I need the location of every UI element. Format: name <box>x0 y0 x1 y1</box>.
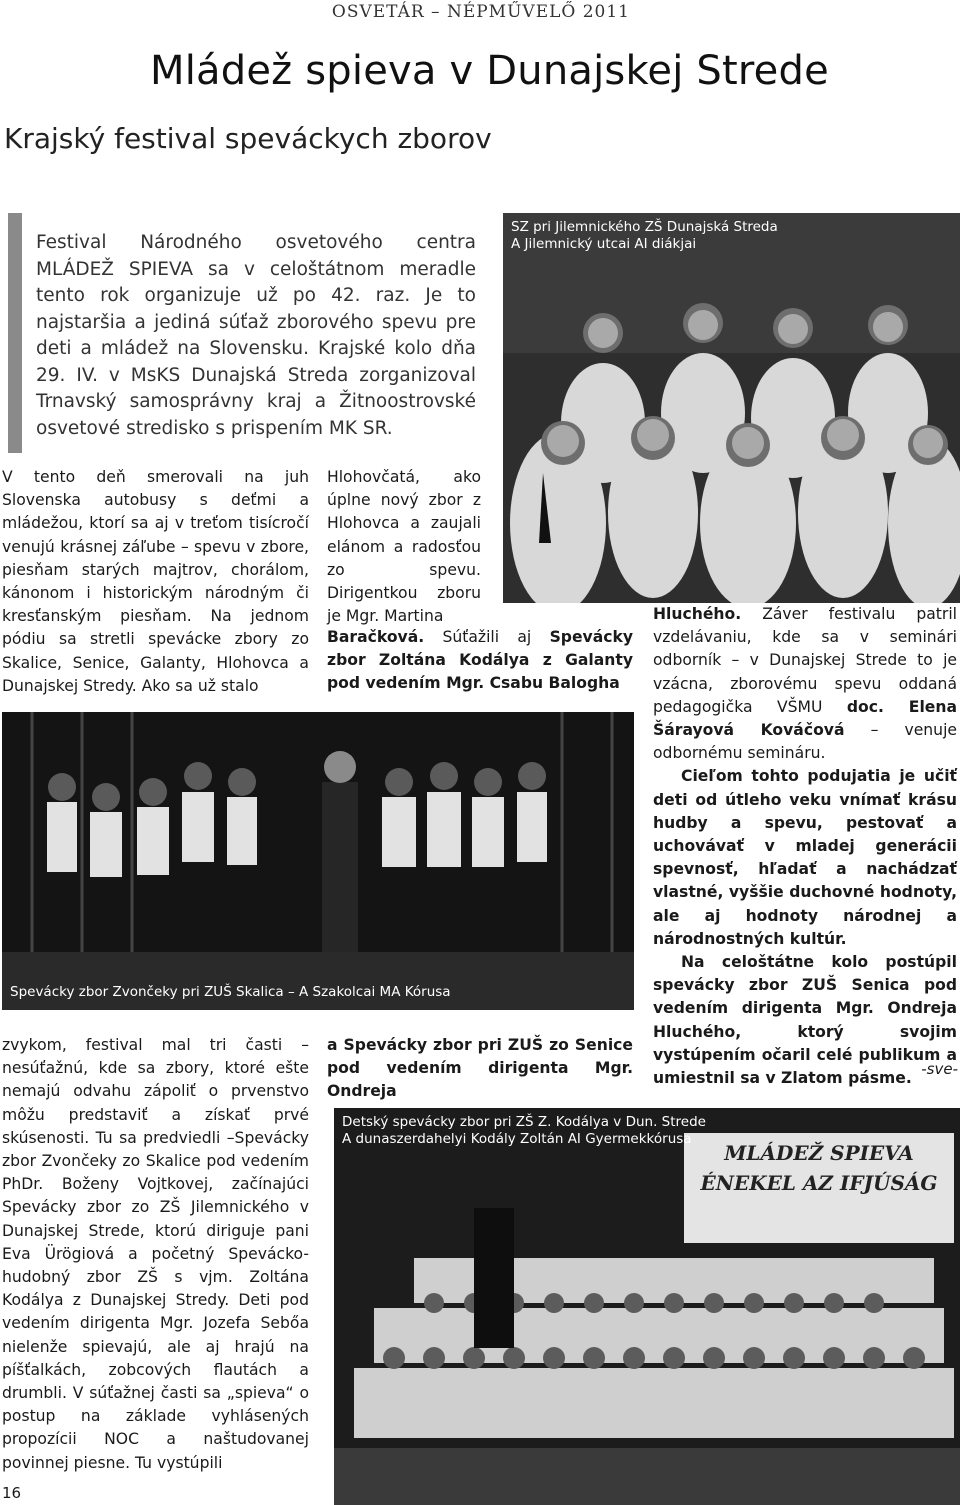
photo2-caption: Spevácky zbor Zvončeky pri ZUŠ Skalica – A Szakolcai MA Kórusa <box>10 984 451 1000</box>
photo-zvoncky-illustration <box>2 712 634 1010</box>
col3-bold-name: Hluchého. <box>653 605 742 623</box>
photo1-caption-line1: SZ pri Jilemnického ZŠ Dunajská Streda <box>511 219 778 235</box>
banner-line-1: MLÁDEŽ SPIEVA <box>724 1141 914 1165</box>
article-title: Mládež spieva v Dunajskej Strede <box>150 48 829 94</box>
column-3-text <box>653 603 957 1090</box>
col1-paragraph-1: V tento deň smerovali na juh Slovenska autobusy s deťmi a mládežou, ktorí sa aj v treťom tisícročí venujú krásnej záľube – spevu v zbore, piesňam starých majtrov, chorálom, kánonom i historickým národným či kresťanským piesňam. <box>2 468 309 626</box>
photo-kodaly-choir <box>334 1108 960 1505</box>
col2b-bold-name: Baračková. <box>327 628 425 646</box>
running-head: OSVETÁR – NÉPMŰVELŐ 2011 <box>331 2 630 22</box>
photo-jilemnickeho-choir <box>503 213 960 603</box>
col3-text-end: – venuje odbornému semináru. <box>653 721 957 763</box>
photo1-caption-line2: A Jilemnický utcai AI diákjai <box>511 236 697 252</box>
col3-paragraph-2: Cieľom tohto podujatia je učiť deti od útleho veku vnímať krásu hudby a spevu, pestovať a uchovávať v mladej generácii spevnosť, hľadať a nachádzať vlastné, vyššie duchovné hodnoty, ale aj hodnoty národnej a národnostných kultúr. <box>653 767 957 948</box>
column-1-text <box>2 466 309 698</box>
lead-paragraph: Festival Národného osvetového centra MLÁDEŽ SPIEVA sa v celoštátnom meradle tento rok organizuje už po 42. raz. Je to najstaršia a jediná súťaž zborového spevu pre deti a mládež na Slovensku. Krajské kolo dňa 29. IV. v MsKS Dunajská Streda zorganizoval Trnavský samosprávny kraj a Žitnoostrovské osvetové stredisko s prispením MK SR. <box>36 232 476 439</box>
col2b-bold-choir: Spevácky zbor Zoltána Kodálya z Galanty pod vedením Mgr. Csabu Balogha <box>327 628 633 693</box>
column-1b-text: zvykom, festival mal tri časti – nesúťažnú, kde sa zbory, ktoré ešte nemajú odvahu zápoliť o prvenstvo môžu predstaviť a získať prvé skúsenosti. Tu sa predviedli –Spevácky zbor Zvončeky zo Skalice pod vedením PhDr. Boženy Vojtkovej, začínajúci Spevácky zbor zo ZŠ Jilemnického v Dunajskej Strede, ktorú diriguje pani Eva Ürögiová a početný Spevácko-hudobný zbor ZŠ s vjm. Zoltána Kodálya z Dunajskej Stredy. Deti pod vedením dirigenta Mgr. Jozefa Sebőa nielenže spievajú, ale aj hrajú na píšťalkách, zobcových flautách a drumbli. V súťažnej časti sa „spieva“ o postup na základe vyhlásených propozícii NOC a naštudovanej povinnej piesne. Tu vystúpili <box>2 1036 309 1472</box>
lead-accent-bar <box>8 213 22 453</box>
column-2b-text <box>327 626 633 696</box>
col2b-text: Súťažili aj <box>424 628 550 646</box>
column-2c-text: a Spevácky zbor pri ZUŠ zo Senice pod vedením dirigenta Mgr. Ondreja <box>327 1036 633 1101</box>
article-subtitle: Krajský festival speváckych zborov <box>4 122 492 155</box>
col3-paragraph-3: Na celoštátne kolo postúpil spevácky zbor ZUŠ Senica pod vedením dirigenta Mgr. Ondreja Hluchého, ktorý svojim vystúpením očaril celé publikum a umiestnil sa v Zlatom pásme. <box>653 953 957 1088</box>
col3-bold-lecturer: doc. Elena Šárayová Kováčová <box>653 697 957 740</box>
col1-paragraph-1b: Na jednom pódiu sa stretli spevácke zbory zo Skalice, Senice, Galanty, Hlohovca a Dunajskej Stredy. Ako sa už stalo <box>2 607 309 695</box>
photo-jilemnickeho-illustration <box>503 213 960 603</box>
page-number: 16 <box>2 1484 22 1502</box>
author-signature: -sve- <box>921 1060 958 1078</box>
banner-line-2: ÉNEKEL AZ IFJÚSÁG <box>700 1171 938 1195</box>
photo3-caption-line2: A dunaszerdahelyi Kodály Zoltán AI Gyermekkórusa <box>342 1131 692 1147</box>
photo-zvoncky-choir <box>2 712 634 1010</box>
photo3-caption-line1: Detský spevácky zbor pri ZŠ Z. Kodálya v Dun. Strede <box>342 1114 706 1130</box>
column-2-text: Hlohovčatá, ako úplne nový zbor z Hlohovca a zaujali elánom a radosťou zo spevu. Dirigentkou zboru je Mgr. Martina <box>327 468 481 626</box>
col3-text: Záver festivalu patril vzdelávaniu, kde sa v seminári odborník – v Dunajskej Strede to je vzácna, zborovému spevu oddaná pedagogička VŠMU <box>653 605 957 716</box>
